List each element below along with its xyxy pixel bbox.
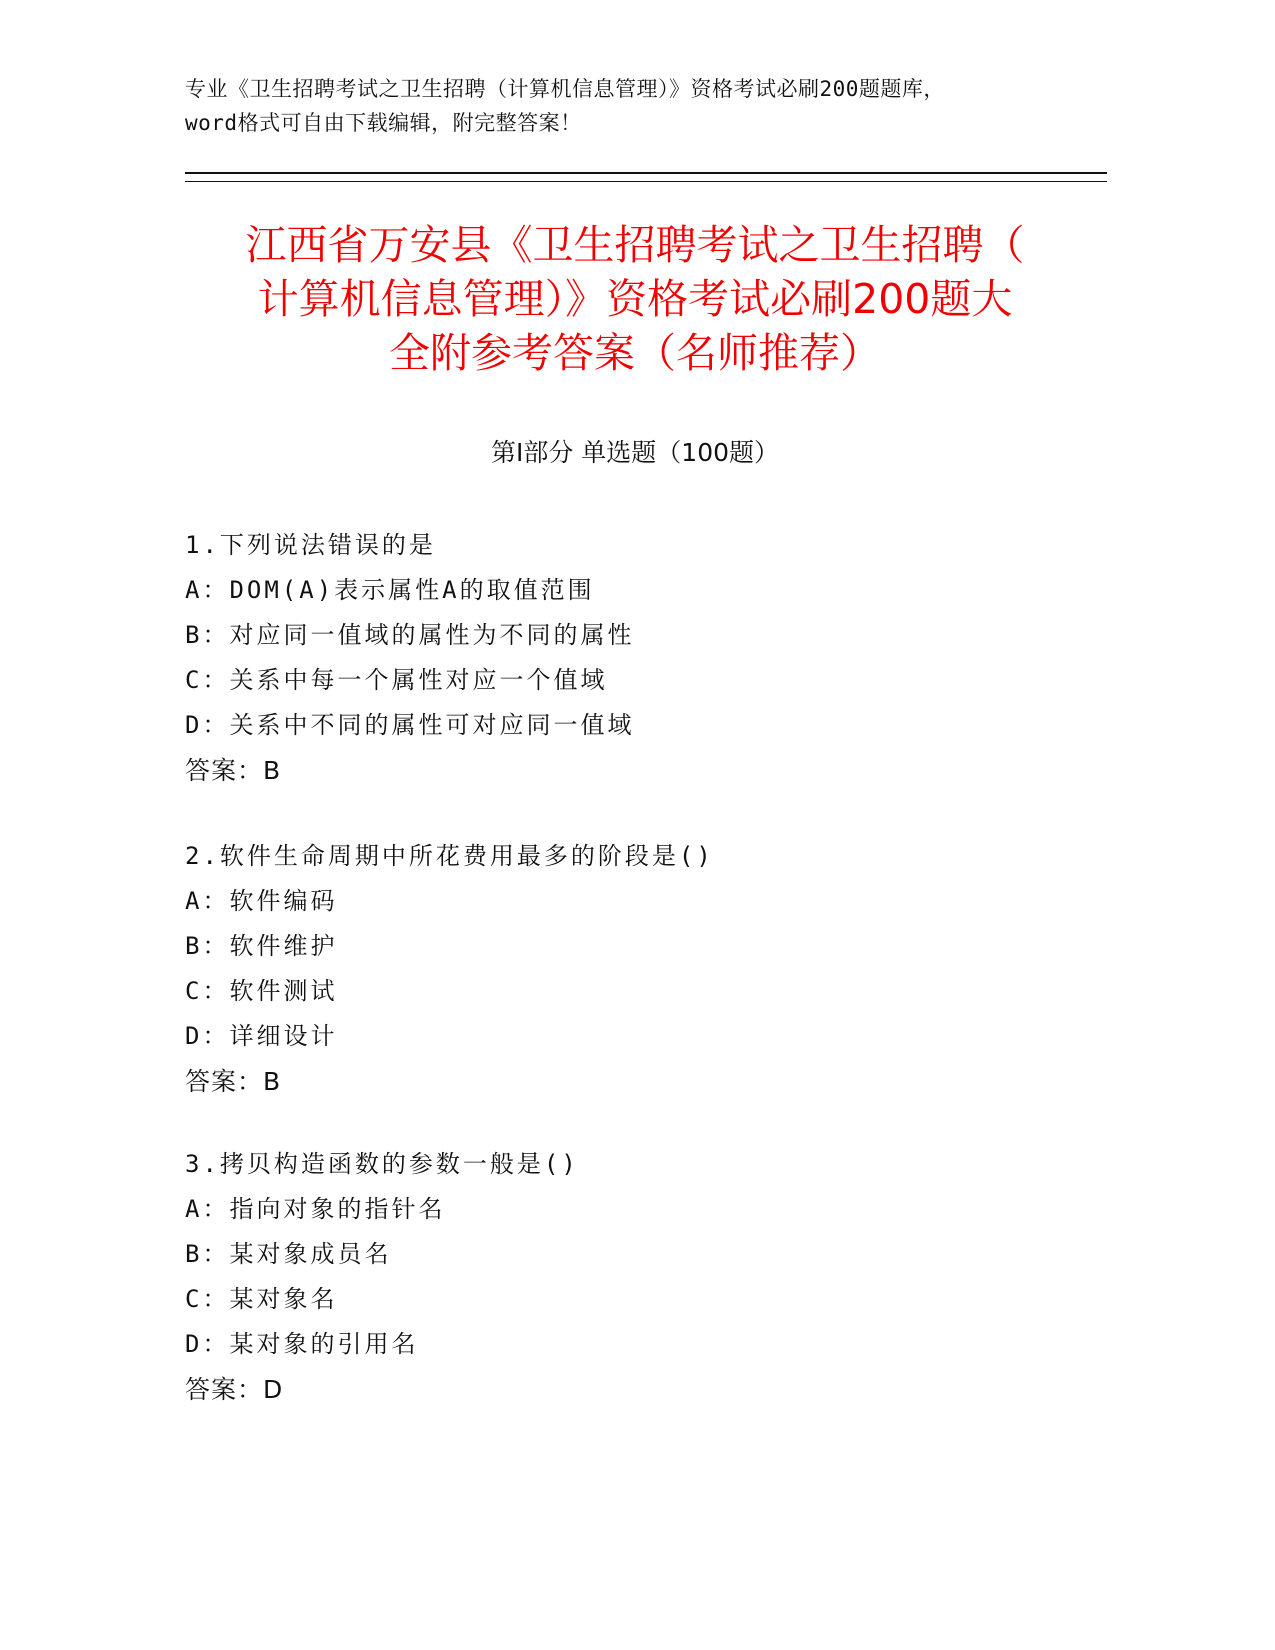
header-divider-thick <box>185 172 1107 174</box>
question-answer: 答案：B <box>185 756 282 785</box>
question-option: D：某对象的引用名 <box>185 1330 419 1358</box>
question-block <box>185 523 1085 793</box>
question-stem: 3.拷贝构造函数的参数一般是() <box>185 1150 579 1178</box>
question-answer: 答案：D <box>185 1375 284 1404</box>
question-option: A：DOM(A)表示属性A的取值范围 <box>185 576 595 604</box>
title-line: 全附参考答案（名师推荐） <box>389 329 881 377</box>
header-note-line: 专业《卫生招聘考试之卫生招聘（计算机信息管理）》资格考试必刷200题题库， <box>185 77 945 101</box>
question-option: B：对应同一值域的属性为不同的属性 <box>185 621 635 649</box>
title-line: 计算机信息管理）》资格考试必刷200题大 <box>257 275 1013 323</box>
question-option: C：关系中每一个属性对应一个值域 <box>185 666 608 694</box>
question-stem: 2.软件生命周期中所花费用最多的阶段是() <box>185 842 714 870</box>
question-stem: 1.下列说法错误的是 <box>185 531 436 559</box>
question-answer: 答案：B <box>185 1067 282 1096</box>
question-option: D：关系中不同的属性可对应同一值域 <box>185 711 635 739</box>
header-note <box>185 72 1085 140</box>
question-block <box>185 834 1085 1104</box>
title-line: 江西省万安县《卫生招聘考试之卫生招聘（ <box>245 221 1025 269</box>
header-note-line: word格式可自由下载编辑，附完整答案！ <box>185 111 582 135</box>
question-option: C：软件测试 <box>185 977 338 1005</box>
question-option: A：软件编码 <box>185 887 338 915</box>
question-option: C：某对象名 <box>185 1285 338 1313</box>
question-option: B：某对象成员名 <box>185 1240 392 1268</box>
question-block <box>185 1142 1085 1412</box>
header-divider-thin <box>185 181 1107 182</box>
question-option: B：软件维护 <box>185 932 338 960</box>
question-option: D：详细设计 <box>185 1022 338 1050</box>
document-title <box>185 218 1085 380</box>
section-title: 第Ⅰ部分 单选题（100题） <box>490 438 780 467</box>
question-option: A：指向对象的指针名 <box>185 1195 446 1223</box>
